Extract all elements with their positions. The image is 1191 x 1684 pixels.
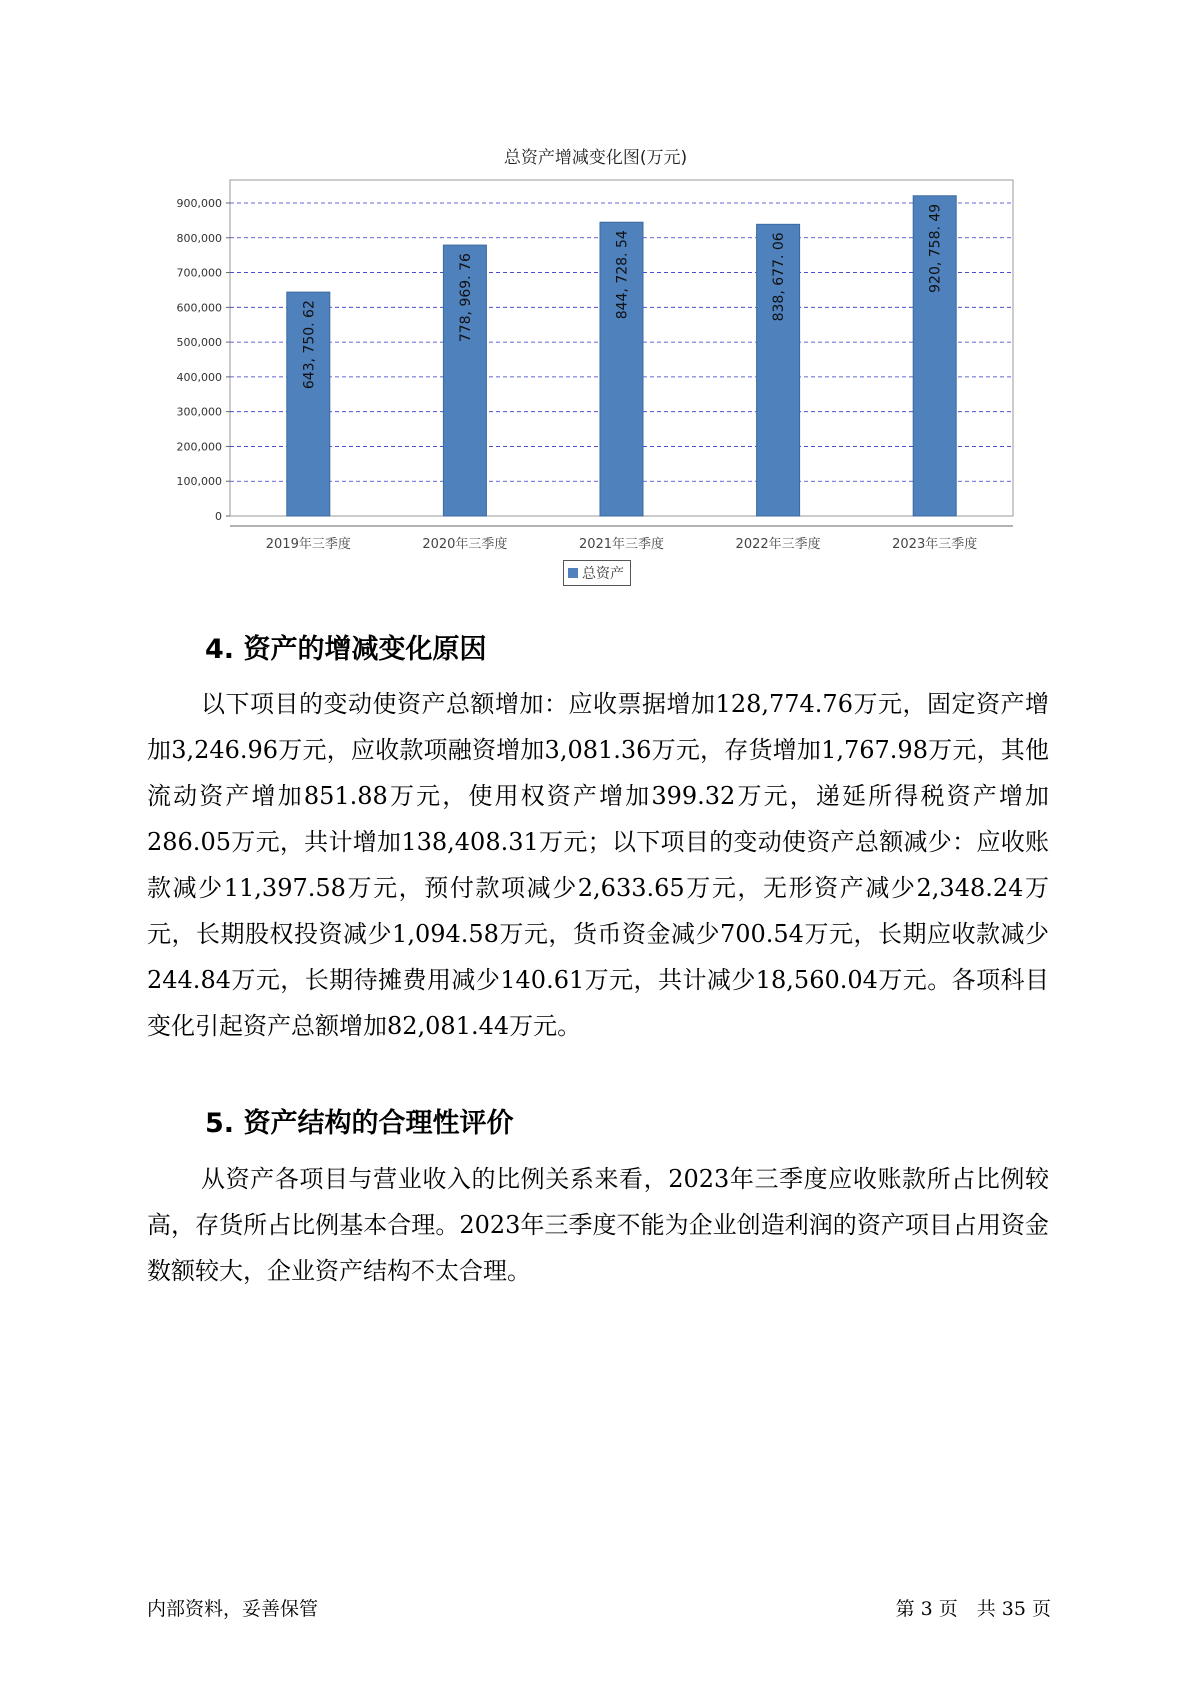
y-tick-label: 800,000 <box>176 231 222 245</box>
y-tick-label: 200,000 <box>176 440 222 454</box>
x-tick-label: 2020年三季度 <box>422 537 508 552</box>
section-heading-asset-structure-evaluation: 5. 资产结构的合理性评价 <box>205 1108 514 1139</box>
x-tick-label: 2021年三季度 <box>578 537 665 552</box>
footer-page-number: 第 3 页 共 35 页 <box>895 1598 1051 1620</box>
legend-swatch <box>568 568 578 578</box>
y-tick-label: 900,000 <box>176 197 222 210</box>
x-tick-label: 2019年三季度 <box>265 537 351 552</box>
bar-value-label: 778, 969. 76 <box>457 253 474 343</box>
chart-legend <box>563 560 631 586</box>
x-tick-label: 2022年三季度 <box>735 537 821 552</box>
y-tick-label: 300,000 <box>176 405 222 419</box>
total-assets-bar-chart <box>0 0 1191 600</box>
chart-title: 总资产增减变化图(万元) <box>503 148 688 168</box>
section-heading-asset-change-reasons: 4. 资产的增减变化原因 <box>205 634 487 665</box>
bar-value-label: 643, 750. 62 <box>301 300 318 390</box>
legend-label: 总资产 <box>582 566 624 582</box>
y-tick-label: 400,000 <box>176 370 222 384</box>
y-tick-label: 700,000 <box>176 266 222 280</box>
bar-value-label: 838, 677. 06 <box>771 232 788 322</box>
y-tick-label: 100,000 <box>176 475 222 489</box>
y-tick-label: 600,000 <box>176 301 222 315</box>
paragraph-asset-change-reasons: 以下项目的变动使资产总额增加：应收票据增加128,774.76万元，固定资产增加3,246.96万元，应收款项融资增加3,081.36万元，存货增加1,767.98万元，其他流动资产增加851.88万元，使用权资产增加399.32万元，递延所得税资产增加286.05万元，共计增加138,408.31万元；以下项目的变动使资产总额减少：应收账款减少11,397.58万元，预付款项减少2,633.65万元，无形资产减少2,348.24万元，长期股权投资减少1,094.58万元，货币资金减少700.54万元，长期应收款减少244.84万元，长期待摊费用减少140.61万元，共计减少18,560.04万元。各项科目变化引起资产总额增加82,081.44万元。 <box>147 690 1049 1040</box>
footer-confidential-note: 内部资料，妥善保管 <box>147 1598 319 1620</box>
y-tick-label: 500,000 <box>176 336 222 350</box>
paragraph-asset-structure-evaluation: 从资产各项目与营业收入的比例关系来看，2023年三季度应收账款所占比例较高，存货所占比例基本合理。2023年三季度不能为企业创造利润的资产项目占用资金数额较大，企业资产结构不太合理。 <box>147 1165 1049 1285</box>
bar-value-label: 844, 728. 54 <box>614 230 631 320</box>
bar-value-label: 920, 758. 49 <box>927 203 944 293</box>
x-tick-label: 2023年三季度 <box>892 537 978 552</box>
y-tick-label: 0 <box>215 510 222 523</box>
